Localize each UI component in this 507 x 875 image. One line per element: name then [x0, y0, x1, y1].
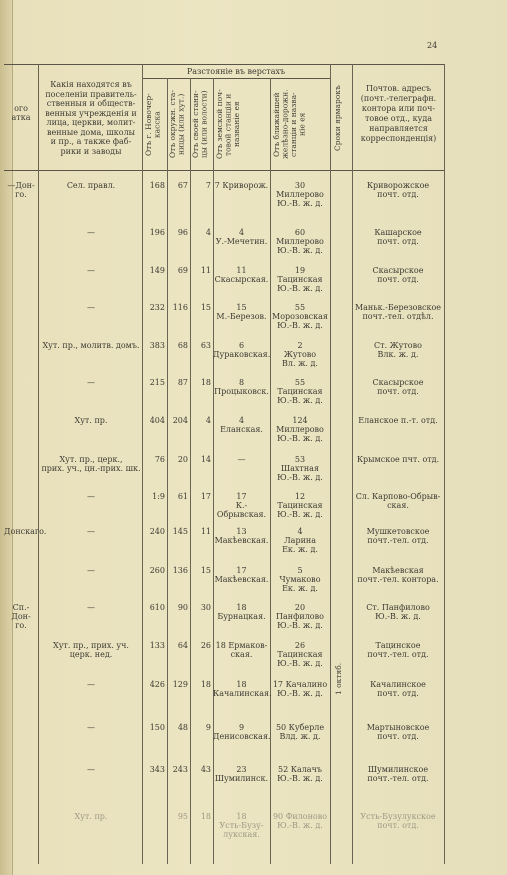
header-postal-station: Отъ земской поч- товой станціи и названіе ея — [215, 89, 241, 160]
row-distance-novocherkassk: 215 — [149, 378, 165, 387]
row-postal-address: Макѣевская почт.-тел. контора. — [357, 566, 439, 584]
row-distance-stanitsa: 15 — [200, 566, 211, 575]
row-postal-station: — — [237, 455, 246, 464]
row-postal-station: 23 Шумилинск. — [214, 765, 269, 783]
row-railway-station: 53 Шахтная Ю.-В. ж. д. — [277, 455, 323, 482]
row-distance-stanitsa: 11 — [200, 266, 211, 275]
row-institutions: — — [87, 566, 95, 575]
row-distance-okrug: 68 — [177, 341, 188, 350]
row-postal-station: 9 Денисовская. — [213, 723, 271, 741]
row-postal-address: Скасырское почт. отд. — [372, 266, 424, 284]
row-postal-address: Усть-Бузулукское почт. отд. — [360, 812, 436, 830]
row-distance-okrug: 96 — [177, 228, 188, 237]
row-distance-okrug: 67 — [177, 181, 188, 190]
row-institutions: — — [87, 723, 95, 732]
row-railway-station: 50 Куберле Влд. ж. д. — [275, 723, 325, 741]
row-railway-station: 52 Калачъ Ю.-В. ж. д. — [277, 765, 323, 783]
row-railway-station: 55 Тацинская Ю.-В. ж. д. — [277, 378, 323, 405]
row-distance-stanitsa: 14 — [200, 455, 211, 464]
row-railway-station: 17 Качалино Ю.-В. ж. д. — [272, 680, 328, 698]
header-stanitsa: Отъ своей стани- цы (или волости) — [191, 90, 209, 159]
row-distance-okrug: 20 — [177, 455, 188, 464]
row-institutions: Сел. правл. — [66, 181, 116, 190]
row-postal-station: 13 Макѣевская. — [214, 527, 269, 545]
row-postal-address: Шумилинское почт.-тел. отд. — [367, 765, 429, 783]
row-distance-novocherkassk: 196 — [149, 228, 165, 237]
row-distance-novocherkassk: 343 — [149, 765, 165, 774]
row-distance-okrug: 116 — [172, 303, 188, 312]
row-postal-address: Сл. Карпово-Обрыв- ская. — [355, 492, 441, 510]
row-distance-okrug: 136 — [172, 566, 188, 575]
row-postal-station: 18 Качалинская. — [213, 680, 272, 698]
row-institutions: — — [87, 378, 95, 387]
row-postal-address: Еланское п.-т. отд. — [358, 416, 438, 425]
col-divider — [190, 78, 191, 864]
header-postal-address: Почтов. адресъ (почт.-телеграфн. контора или поч- товое отд., куда направляется корреспонденція) — [360, 84, 437, 143]
row-postal-station: 11 Скасырская. — [214, 266, 269, 284]
row-distance-okrug: 61 — [177, 492, 188, 501]
row-railway-station: 20 Панфилово Ю.-В. ж. д. — [276, 603, 324, 630]
row-institutions: Хут. пр., церк., прих. уч., цн.-прих. шк. — [41, 455, 141, 473]
row-fair-date: 1 октяб. — [334, 662, 343, 696]
row-distance-stanitsa: 30 — [200, 603, 211, 612]
row-postal-station: 17 Макѣевская. — [214, 566, 269, 584]
row-postal-address: Кашарское почт. отд. — [374, 228, 422, 246]
header-novocherkassk: Отъ г. Новочер- касска — [144, 93, 162, 156]
row-distance-stanitsa: 26 — [200, 641, 211, 650]
row-postal-address: Крымское пчт. отд. — [356, 455, 440, 464]
row-distance-novocherkassk: 610 — [149, 603, 165, 612]
row-distance-stanitsa: 43 — [200, 765, 211, 774]
row-distance-stanitsa: 9 — [205, 723, 211, 732]
row-postal-station: 8 Процыковск. — [214, 378, 269, 396]
col-divider — [38, 64, 39, 864]
header-distance-group: Разстояніе въ верстахъ — [186, 67, 286, 76]
row-distance-stanitsa: 17 — [200, 492, 211, 501]
row-postal-station: 6 Дураковская. — [213, 341, 271, 359]
row-postal-address: Криворожское почт. отд. — [366, 181, 430, 199]
header-left-label: ого атка — [11, 104, 31, 122]
row-postal-station: 15 М.-Березов. — [216, 303, 267, 321]
row-distance-stanitsa: 63 — [200, 341, 211, 350]
row-distance-okrug: 243 — [172, 765, 188, 774]
row-railway-station: 19 Тацинская Ю.-В. ж. д. — [277, 266, 323, 293]
row-railway-station: 12 Тацинская Ю.-В. ж. д. — [277, 492, 323, 519]
row-distance-novocherkassk: 232 — [149, 303, 165, 312]
row-railway-station: 55 Морозовская Ю.-В. ж. д. — [272, 303, 328, 330]
row-left-cell: —Дон- го. — [7, 181, 35, 199]
row-left-cell: Донскаго. — [4, 527, 47, 536]
page-number: 24 — [427, 41, 438, 50]
row-distance-novocherkassk: 168 — [149, 181, 165, 190]
row-institutions: Хут. пр. — [74, 812, 108, 821]
row-institutions: — — [87, 527, 95, 536]
row-institutions: Хут. пр., молитв. домъ. — [42, 341, 140, 350]
row-railway-station: 4 Ларина Ек. ж. д. — [282, 527, 318, 554]
row-postal-address: Тацинское почт.-тел. отд. — [367, 641, 429, 659]
row-railway-station: 90 Филоново Ю.-В. ж. д. — [272, 812, 328, 830]
header-fairs: Сроки ярмарокъ — [333, 85, 342, 151]
distance-group-rule — [142, 78, 330, 79]
row-distance-novocherkassk: 404 — [149, 416, 165, 425]
row-postal-address: Маньк.-Березовское почт.-тел. отдѣл. — [354, 303, 442, 321]
row-distance-stanitsa: 7 — [205, 181, 211, 190]
row-railway-station: 26 Тацинская Ю.-В. ж. д. — [277, 641, 323, 668]
row-distance-okrug: 87 — [177, 378, 188, 387]
header-institutions: Какія находятся въ поселеніи правитель- ственныя и обществ- венныя учрежденія и лица, церкви, молит- венные дома, школы и пр., а также фаб- рики и заводы — [45, 80, 137, 156]
header-bottom-rule — [4, 170, 444, 171]
row-postal-address: Качалинское почт. отд. — [370, 680, 426, 698]
row-distance-stanitsa: 18 — [200, 378, 211, 387]
row-distance-novocherkassk: 150 — [149, 723, 165, 732]
header-okrug: Отъ окружн. ста- ницы (или хут.) — [168, 90, 186, 159]
row-institutions: Хут. пр. — [74, 416, 108, 425]
col-divider — [444, 64, 445, 864]
row-distance-okrug: 204 — [172, 416, 188, 425]
row-institutions: Хут. пр., прих. уч. церк. нед. — [53, 641, 129, 659]
row-institutions: — — [87, 303, 95, 312]
row-institutions: — — [87, 266, 95, 275]
row-postal-station: 7 Криворож. — [214, 181, 269, 190]
row-postal-station: 18 Ермаков- ская. — [215, 641, 268, 659]
row-postal-address: Мартыновское почт. отд. — [366, 723, 430, 741]
header-railway-station: Отъ ближайшей желѣзно-дорожн. станціи и назва- ніе ея — [272, 89, 307, 160]
col-divider — [167, 78, 168, 864]
row-postal-address: Ст. Жутово Влк. ж. д. — [374, 341, 422, 359]
row-distance-stanitsa: 18 — [200, 680, 211, 689]
row-postal-station: 18 Усть-Бузу- лукская. — [219, 812, 264, 839]
row-distance-novocherkassk: 133 — [149, 641, 165, 650]
row-distance-okrug: 90 — [177, 603, 188, 612]
row-distance-okrug: 145 — [172, 527, 188, 536]
row-distance-stanitsa: 4 — [205, 416, 211, 425]
row-distance-stanitsa: 11 — [200, 527, 211, 536]
row-postal-station: 4 У.-Мечетин. — [215, 228, 268, 246]
row-distance-okrug: 64 — [177, 641, 188, 650]
row-postal-address: Мушкетовское почт.-тел. отд. — [366, 527, 430, 545]
row-postal-address: Скасырское почт. отд. — [372, 378, 424, 396]
row-railway-station: 60 Миллерово Ю.-В. ж. д. — [276, 228, 324, 255]
row-distance-novocherkassk: 1:9 — [152, 492, 165, 501]
row-distance-novocherkassk: 383 — [149, 341, 165, 350]
table-top-rule — [4, 64, 444, 65]
row-distance-stanitsa: 18 — [200, 812, 211, 821]
row-institutions: — — [87, 492, 95, 501]
row-railway-station: 124 Миллерово Ю.-В. ж. д. — [276, 416, 324, 443]
col-divider — [213, 78, 214, 864]
row-distance-okrug: 69 — [177, 266, 188, 275]
row-postal-station: 18 Бурнацкая. — [217, 603, 266, 621]
row-distance-novocherkassk: 149 — [149, 266, 165, 275]
row-postal-station: 17 К.-Обрывская. — [216, 492, 267, 519]
row-distance-stanitsa: 15 — [200, 303, 211, 312]
row-distance-okrug: 95 — [177, 812, 188, 821]
row-postal-station: 4 Еланская. — [220, 416, 263, 434]
row-institutions: — — [87, 603, 95, 612]
row-railway-station: 2 Жутово Вл. ж. д. — [282, 341, 318, 368]
row-distance-novocherkassk: 76 — [154, 455, 165, 464]
row-institutions: — — [87, 765, 95, 774]
row-distance-novocherkassk: 426 — [149, 680, 165, 689]
row-institutions: — — [87, 228, 95, 237]
row-distance-stanitsa: 4 — [205, 228, 211, 237]
row-distance-okrug: 129 — [172, 680, 188, 689]
row-distance-novocherkassk: 240 — [149, 527, 165, 536]
row-railway-station: 5 Чумаково Ек. ж. д. — [279, 566, 321, 593]
row-railway-station: 30 Миллерово Ю.-В. ж. д. — [276, 181, 324, 208]
row-left-cell: Сп.-Дон- го. — [11, 603, 31, 630]
col-divider — [330, 64, 331, 864]
book-spine — [0, 0, 13, 875]
row-postal-address: Ст. Панфилово Ю.-В. ж. д. — [366, 603, 430, 621]
row-institutions: — — [87, 680, 95, 689]
row-distance-novocherkassk: 260 — [149, 566, 165, 575]
row-distance-okrug: 48 — [177, 723, 188, 732]
